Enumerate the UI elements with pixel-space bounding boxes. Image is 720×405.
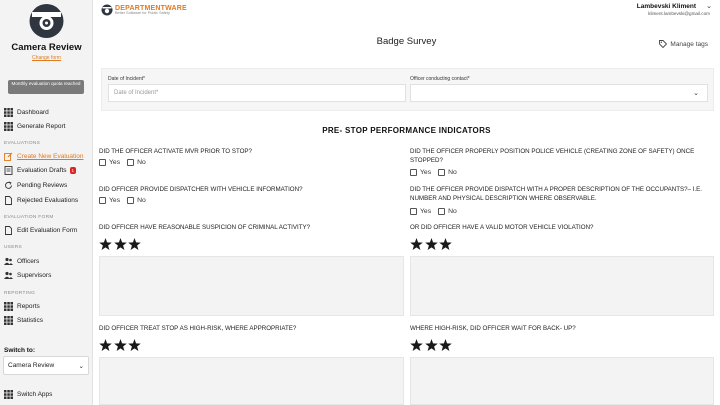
date-of-incident-input[interactable] xyxy=(108,84,406,102)
star-icon[interactable] xyxy=(425,238,438,250)
no-label: No xyxy=(137,197,146,204)
yes-checkbox[interactable] xyxy=(99,159,106,166)
star-icon[interactable] xyxy=(128,339,141,351)
sidebar-item-generate-report[interactable] xyxy=(4,120,65,132)
sidebar-item-officers[interactable] xyxy=(4,255,39,267)
manage-tags-button[interactable] xyxy=(659,40,708,48)
question-valid-violation: OR DID OFFICER HAVE A VALID MOTOR VEHICLE VIOLATION? xyxy=(410,224,594,231)
sidebar-item-label: Officers xyxy=(17,257,40,265)
sidebar xyxy=(0,0,93,405)
date-of-incident-placeholder: Date of Incident* xyxy=(114,90,159,96)
sidebar-item-pending-reviews[interactable] xyxy=(4,179,67,191)
brand-camera-icon xyxy=(101,4,113,16)
sidebar-item-label: Edit Evaluation Form xyxy=(17,226,78,234)
rating-valid-violation[interactable] xyxy=(410,238,454,250)
tag-icon xyxy=(659,40,667,48)
grid-icon xyxy=(4,122,13,131)
refresh-icon xyxy=(4,181,13,190)
edit-icon xyxy=(4,152,13,161)
question-reasonable-suspicion: DID OFFICER HAVE REASONABLE SUSPICION OF CRIMINAL ACTIVITY? xyxy=(99,224,311,231)
sidebar-item-statistics[interactable] xyxy=(4,314,43,326)
officer-contact-select[interactable] xyxy=(410,84,708,102)
sidebar-item-evaluation-drafts[interactable] xyxy=(4,164,76,176)
brand-tagline: Better Software for Public Safety xyxy=(115,11,170,15)
drafts-count-badge: 1 xyxy=(71,167,75,173)
star-icon[interactable] xyxy=(439,339,452,351)
quota-notice: Monthly evaluation quota reached xyxy=(8,80,84,94)
star-icon[interactable] xyxy=(128,238,141,250)
sidebar-item-label: Switch Apps xyxy=(17,390,53,398)
question-wait-for-backup: WHERE HIGH-RISK, DID OFFICER WAIT FOR BACK- UP? xyxy=(410,325,576,332)
sidebar-item-label: Reports xyxy=(17,302,40,310)
rating-wait-for-backup[interactable] xyxy=(410,339,454,351)
sidebar-item-label: Dashboard xyxy=(17,108,49,116)
rating-reasonable-suspicion[interactable] xyxy=(99,238,143,250)
brand-logo[interactable] xyxy=(101,3,187,17)
sidebar-item-dashboard[interactable] xyxy=(4,106,49,118)
star-icon[interactable] xyxy=(410,238,423,250)
chevron-down-icon: ⌄ xyxy=(78,362,84,370)
sidebar-item-switch-apps[interactable] xyxy=(4,388,52,400)
users-icon xyxy=(4,257,13,266)
section-evaluation-form: EVALUATION FORM xyxy=(4,215,54,220)
sidebar-item-reports[interactable] xyxy=(4,300,40,312)
switch-to-label: Switch to: xyxy=(4,347,36,354)
brand-name: DEPARTMENTWARE xyxy=(115,5,187,12)
sidebar-item-create-new-evaluation[interactable] xyxy=(4,150,83,162)
comment-reasonable-suspicion[interactable] xyxy=(99,256,404,316)
switch-app-value: Camera Review xyxy=(8,362,55,369)
camera-logo-icon xyxy=(27,3,66,39)
comment-valid-violation[interactable] xyxy=(410,256,714,316)
grid-icon xyxy=(4,302,13,311)
section-title: PRE- STOP PERFORMANCE INDICATORS xyxy=(322,126,491,135)
change-form-link[interactable]: Change form xyxy=(32,55,61,61)
no-checkbox[interactable] xyxy=(127,197,134,204)
grid-icon xyxy=(4,108,13,117)
yes-checkbox[interactable] xyxy=(410,208,417,215)
sidebar-item-label: Evaluation Drafts xyxy=(17,166,67,174)
answer-mvr xyxy=(99,159,153,166)
users-icon xyxy=(4,271,13,280)
no-label: No xyxy=(448,169,457,176)
user-name[interactable]: Lambevski Kliment xyxy=(636,3,696,10)
no-label: No xyxy=(448,208,457,215)
document-icon xyxy=(4,226,13,235)
section-users: USERS xyxy=(4,245,23,250)
section-evaluations: EVALUATIONS xyxy=(4,141,41,146)
page-title: Badge Survey xyxy=(376,36,437,47)
no-checkbox[interactable] xyxy=(438,208,445,215)
question-mvr: DID THE OFFICER ACTIVATE MVR PRIOR TO STOP? xyxy=(99,148,252,155)
rating-high-risk[interactable] xyxy=(99,339,143,351)
sidebar-item-label: Generate Report xyxy=(17,122,66,130)
star-icon[interactable] xyxy=(114,238,127,250)
document-icon xyxy=(4,196,13,205)
incident-details-card xyxy=(101,68,714,111)
star-icon[interactable] xyxy=(99,339,112,351)
user-email: kliment.lambevski@gmail.com xyxy=(648,11,710,16)
date-of-incident-label: Date of Incident* xyxy=(108,76,145,82)
question-vehicle-info: DID OFFICER PROVIDE DISPATCHER WITH VEHICLE INFORMATION? xyxy=(99,186,303,193)
sidebar-item-label: Rejected Evaluations xyxy=(17,196,79,204)
officer-contact-label: Officer conducting contact* xyxy=(410,76,470,82)
sidebar-item-supervisors[interactable] xyxy=(4,269,51,281)
answer-vehicle-info xyxy=(99,197,153,204)
question-occupant-description: DID THE OFFICER PROVIDE DISPATCH WITH A PROPER DESCRIPTION OF THE OCCUPANTS?– I.E. NUMBER AND PHYSICAL DESCRIPTION WHERE OBSERVABLE. xyxy=(410,186,702,202)
manage-tags-label: Manage tags xyxy=(670,40,708,48)
drafts-icon xyxy=(4,166,13,175)
sidebar-item-edit-evaluation-form[interactable] xyxy=(4,224,77,236)
switch-app-select[interactable] xyxy=(3,356,89,375)
app-title: Camera Review xyxy=(11,42,82,53)
chevron-down-icon: ⌄ xyxy=(693,90,699,97)
comment-wait-for-backup[interactable] xyxy=(410,357,714,405)
yes-label: Yes xyxy=(109,197,121,204)
star-icon[interactable] xyxy=(99,238,112,250)
answer-occupant-description xyxy=(410,208,464,215)
star-icon[interactable] xyxy=(114,339,127,351)
yes-checkbox[interactable] xyxy=(99,197,106,204)
no-checkbox[interactable] xyxy=(127,159,134,166)
question-high-risk: DID OFFICER TREAT STOP AS HIGH-RISK, WHERE APPROPRIATE? xyxy=(99,325,297,332)
question-vehicle-position: DID THE OFFICER PROPERLY POSITION POLICE VEHICLE (CREATING ZONE OF SAFETY) ONCE STOPPED? xyxy=(410,148,695,164)
sidebar-item-label: Statistics xyxy=(17,316,44,324)
yes-label: Yes xyxy=(420,169,432,176)
chevron-down-icon[interactable]: ⌄ xyxy=(706,3,712,10)
no-checkbox[interactable] xyxy=(438,169,445,176)
sidebar-item-rejected-evaluations[interactable] xyxy=(4,194,78,206)
section-reporting: REPORTING xyxy=(4,291,36,296)
star-icon[interactable] xyxy=(439,238,452,250)
yes-label: Yes xyxy=(109,159,121,166)
yes-checkbox[interactable] xyxy=(410,169,417,176)
comment-high-risk[interactable] xyxy=(99,357,404,405)
sidebar-item-label: Pending Reviews xyxy=(17,181,68,189)
star-icon[interactable] xyxy=(410,339,423,351)
grid-icon xyxy=(4,390,13,399)
yes-label: Yes xyxy=(420,208,432,215)
answer-vehicle-position xyxy=(410,169,464,176)
sidebar-item-label: Supervisors xyxy=(17,271,52,279)
grid-icon xyxy=(4,316,13,325)
no-label: No xyxy=(137,159,146,166)
sidebar-item-label: Create New Evaluation xyxy=(17,152,84,160)
star-icon[interactable] xyxy=(425,339,438,351)
